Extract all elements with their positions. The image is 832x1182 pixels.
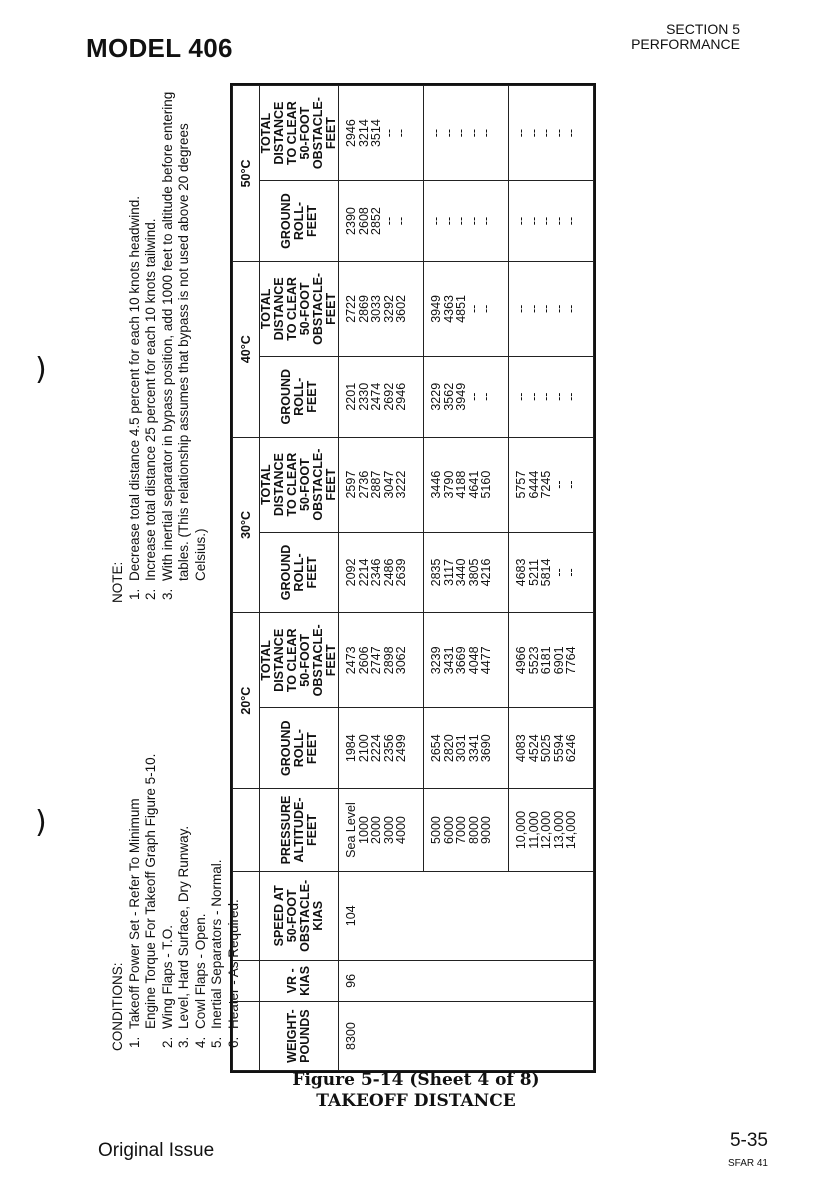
note-item: [143, 83, 160, 603]
ground-roll-cell-50c: -- -- -- -- --: [424, 181, 509, 262]
total-distance-cell-50c: 2946 3214 3514 -- --: [339, 86, 424, 181]
altitude-header: PRESSURE ALTITUDE- FEET: [260, 789, 339, 872]
conditions-item-number: 4.: [192, 1036, 208, 1048]
speed-cell: [424, 872, 509, 961]
conditions-item-text: Inertial Separators - Normal.: [209, 859, 224, 1029]
total-distance-header-40c: TOTAL DISTANCE TO CLEAR 50-FOOT OBSTACLE- FEET: [260, 261, 339, 356]
model-title: MODEL 406: [86, 33, 233, 63]
note-item-number: 3.: [159, 588, 175, 600]
page-number: 5-35: [729, 1130, 768, 1151]
ground-roll-cell-30c: 2092 2214 2346 2486 2639: [339, 532, 424, 613]
conditions-item-text: Wing Flaps - T.O.: [159, 924, 175, 1029]
conditions-list: [127, 581, 243, 1051]
total-distance-cell-30c: 5757 6444 7245 -- --: [509, 437, 594, 532]
total-distance-cell-50c: -- -- -- -- --: [509, 86, 594, 181]
weight-header: WEIGHT- POUNDS: [260, 1002, 339, 1071]
note-item-text: Increase total distance 25 percent for each 10 knots tailwind.: [143, 218, 158, 581]
figure-title: TAKEOFF DISTANCE: [316, 1091, 516, 1111]
footer-sfar: SFAR 41: [727, 1158, 768, 1169]
temp-header-20c: 20°C: [233, 613, 260, 789]
note-title: NOTE:: [110, 561, 125, 603]
section-header: [631, 22, 740, 52]
section-title: PERFORMANCE: [631, 36, 740, 52]
ground-roll-cell-30c: 4683 5211 5814 -- --: [509, 532, 594, 613]
total-distance-cell-30c: 2597 2736 2887 3047 3222: [339, 437, 424, 532]
total-distance-cell-20c: 3239 3431 3669 4048 4477: [424, 613, 509, 708]
ground-roll-cell-20c: 4083 4524 5025 5594 6246: [509, 708, 594, 789]
header-spacer: [233, 872, 260, 961]
temp-header-40c: 40°C: [233, 261, 260, 437]
vr-cell: [509, 960, 594, 1002]
total-distance-cell-20c: 4966 5523 6181 6901 7764: [509, 613, 594, 708]
conditions-item: [209, 581, 226, 1051]
speed-cell: [509, 872, 594, 961]
conditions-item: [193, 581, 210, 1051]
binder-mark-icon: ): [35, 352, 47, 387]
note-item-text: tables. (This relationship assumes that bypass is not used above 20 degrees: [176, 123, 191, 581]
header-spacer: [233, 1002, 260, 1071]
conditions-item: [127, 581, 144, 1051]
vr-cell: [424, 960, 509, 1002]
conditions-item: [143, 581, 160, 1051]
note-item-number: 1.: [126, 588, 142, 600]
total-distance-cell-40c: 3949 4363 4851 -- --: [424, 261, 509, 356]
header-spacer: [233, 789, 260, 872]
conditions-item-number: 6.: [225, 1036, 241, 1048]
binder-mark-icon: ): [35, 805, 47, 840]
altitude-cell: 10,000 11,000 12,000 13,000 14,000: [509, 789, 594, 872]
ground-roll-header-50c: GROUND ROLL- FEET: [260, 181, 339, 262]
note-item-text: Celsius.): [192, 528, 208, 581]
note-item: [160, 83, 177, 603]
ground-roll-header-20c: GROUND ROLL- FEET: [260, 708, 339, 789]
note-list: [127, 83, 210, 603]
takeoff-distance-table: [230, 83, 596, 1073]
note-item: [176, 83, 193, 603]
speed-header: SPEED AT 50-FOOT OBSTACLE- KIAS: [260, 872, 339, 961]
total-distance-cell-40c: -- -- -- -- --: [509, 261, 594, 356]
table-row: [509, 86, 594, 1071]
conditions-item-text: Engine Torque For Takeoff Graph Figure 5-10.: [143, 753, 158, 1029]
weight-cell: [424, 1002, 509, 1071]
footer-issue: Original Issue: [98, 1140, 215, 1161]
ground-roll-cell-40c: -- -- -- -- --: [509, 356, 594, 437]
conditions-item-number: 3.: [176, 1036, 191, 1048]
vr-header: VR - KIAS: [260, 960, 339, 1002]
weight-cell: 8300: [339, 1002, 424, 1071]
conditions-item-number: 1.: [126, 1036, 142, 1048]
total-distance-header-50c: TOTAL DISTANCE TO CLEAR 50-FOOT OBSTACLE- FEET: [260, 86, 339, 181]
altitude-cell: 5000 6000 7000 8000 9000: [424, 789, 509, 872]
conditions-item-text: Cowl Flaps - Open.: [192, 913, 208, 1029]
ground-roll-cell-50c: -- -- -- -- --: [509, 181, 594, 262]
note-item-text: Decrease total distance 4.5 percent for each 10 knots headwind.: [126, 196, 142, 581]
note-item: [127, 83, 144, 603]
ground-roll-cell-50c: 2390 2608 2852 -- --: [339, 181, 424, 262]
temp-header-50c: 50°C: [233, 86, 260, 262]
conditions-title: CONDITIONS:: [110, 962, 125, 1051]
vr-cell: 96: [339, 960, 424, 1002]
conditions-item-number: 2.: [159, 1036, 175, 1048]
conditions-item-number: 5.: [209, 1036, 224, 1048]
ground-roll-cell-20c: 2654 2820 3031 3341 3690: [424, 708, 509, 789]
speed-cell: 104: [339, 872, 424, 961]
total-distance-cell-50c: -- -- -- -- --: [424, 86, 509, 181]
total-distance-cell-30c: 3446 3790 4188 4641 5160: [424, 437, 509, 532]
total-distance-header-30c: TOTAL DISTANCE TO CLEAR 50-FOOT OBSTACLE- FEET: [260, 437, 339, 532]
note-block: [110, 83, 209, 603]
ground-roll-cell-40c: 3229 3562 3949 -- --: [424, 356, 509, 437]
conditions-item-text: Level, Hard Surface, Dry Runway.: [176, 825, 191, 1029]
ground-roll-cell-40c: 2201 2330 2474 2692 2946: [339, 356, 424, 437]
note-item-number: 2.: [143, 588, 158, 600]
altitude-cell: Sea Level 1000 2000 3000 4000: [339, 789, 424, 872]
total-distance-cell-20c: 2473 2606 2747 2898 3062: [339, 613, 424, 708]
total-distance-header-20c: TOTAL DISTANCE TO CLEAR 50-FOOT OBSTACLE- FEET: [260, 613, 339, 708]
figure-number: Figure 5-14 (Sheet 4 of 8): [292, 1070, 540, 1090]
conditions-block: [110, 581, 242, 1051]
conditions-item: [160, 581, 177, 1051]
ground-roll-cell-20c: 1984 2100 2224 2356 2499: [339, 708, 424, 789]
total-distance-cell-40c: 2722 2869 3033 3292 3602: [339, 261, 424, 356]
table-row: [339, 86, 424, 1071]
rotated-content: [110, 83, 678, 1073]
figure-caption: [0, 1070, 832, 1112]
table-row: [424, 86, 509, 1071]
section-number: SECTION 5: [666, 21, 740, 37]
temp-header-30c: 30°C: [233, 437, 260, 613]
header-spacer: [233, 960, 260, 1002]
conditions-item-text: Takeoff Power Set - Refer To Minimum: [126, 798, 142, 1029]
conditions-item: [176, 581, 193, 1051]
ground-roll-cell-30c: 2835 3117 3440 3805 4216: [424, 532, 509, 613]
weight-cell: [509, 1002, 594, 1071]
ground-roll-header-30c: GROUND ROLL- FEET: [260, 532, 339, 613]
conditions-item-text: Heater - As Required.: [225, 899, 241, 1029]
ground-roll-header-40c: GROUND ROLL- FEET: [260, 356, 339, 437]
note-item: [193, 83, 210, 603]
note-item-text: With inertial separator in bypass position, add 1000 feet to altitude before entering: [159, 91, 175, 581]
